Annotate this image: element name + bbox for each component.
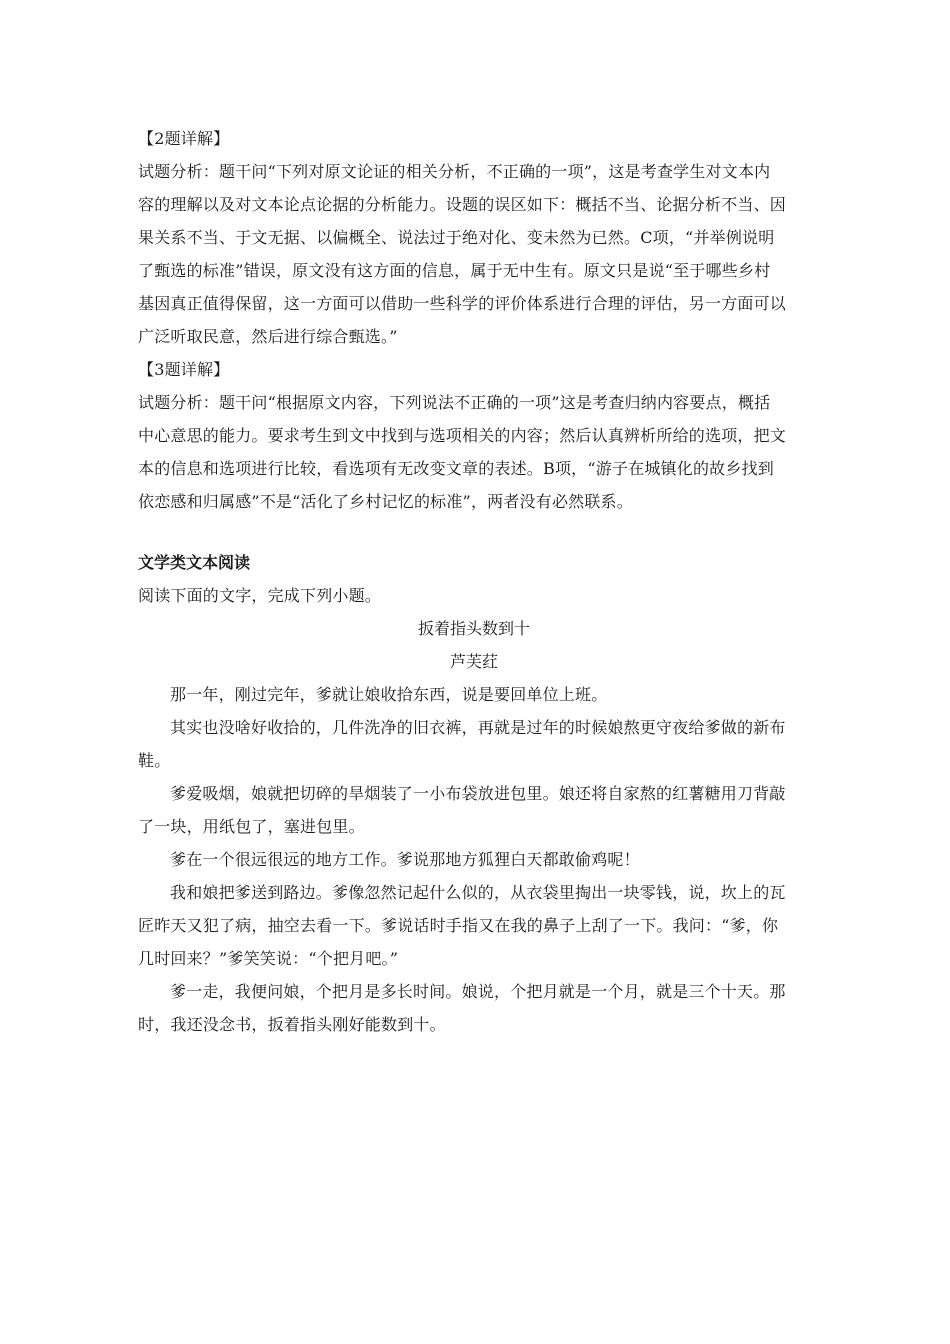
story-author: 芦芙荭 bbox=[449, 652, 498, 671]
q2-line: 了甄选的标准”错误，原文没有这方面的信息，属于无中生有。原文只是说“至于哪些乡村 bbox=[138, 261, 771, 280]
story-paragraph bbox=[138, 843, 810, 876]
q2-line: 广泛听取民意，然后进行综合甄选。” bbox=[138, 327, 398, 346]
story-line: 了一块，用纸包了，塞进包里。 bbox=[138, 817, 365, 836]
story-title: 扳着指头数到十 bbox=[417, 619, 530, 638]
story-paragraph bbox=[138, 678, 810, 711]
story-line: 其实也没啥好收拾的，几件洗净的旧衣裤，再就是过年的时候娘熬更守夜给爹做的新布 bbox=[170, 718, 786, 737]
story-line: 爹一走，我便问娘，个把月是多长时间。娘说，个把月就是一个月，就是三个十天。那 bbox=[170, 982, 786, 1001]
q2-analysis bbox=[138, 155, 810, 353]
reading-instruction: 阅读下面的文字，完成下列小题。 bbox=[138, 586, 382, 605]
story-body bbox=[138, 678, 810, 1041]
q3-analysis bbox=[138, 386, 810, 518]
story-paragraph bbox=[138, 975, 810, 1041]
story-line: 我和娘把爹送到路边。爹像忽然记起什么似的，从衣袋里掏出一块零钱，说，坎上的瓦 bbox=[170, 883, 786, 902]
story-paragraph bbox=[138, 777, 810, 843]
q3-line: 试题分析：题干问“根据原文内容，下列说法不正确的一项”这是考查归纳内容要点，概括 bbox=[138, 393, 771, 412]
story-paragraph bbox=[138, 876, 810, 975]
story-line: 几时回来？”爹笑笑说：“个把月吧。” bbox=[138, 949, 399, 968]
q3-line: 依恋感和归属感”不是“活化了乡村记忆的标准”，两者没有必然联系。 bbox=[138, 492, 633, 511]
story-line: 那一年，刚过完年，爹就让娘收拾东西，说是要回单位上班。 bbox=[170, 685, 608, 704]
story-line: 匠昨天又犯了病，抽空去看一下。爹说话时手指又在我的鼻子上刮了一下。我问：“爹，你 bbox=[138, 916, 779, 935]
story-line: 爹爱吸烟，娘就把切碎的旱烟装了一小布袋放进包里。娘还将自家熬的红薯糖用刀背敲 bbox=[170, 784, 786, 803]
section-title: 文学类文本阅读 bbox=[138, 553, 251, 572]
story-line: 鞋。 bbox=[138, 751, 171, 770]
q3-line: 中心意思的能力。要求考生到文中找到与选项相关的内容；然后认真辨析所给的选项，把文 bbox=[138, 426, 787, 445]
q3-line: 本的信息和选项进行比较，看选项有无改变文章的表述。B项，“游子在城镇化的故乡找到 bbox=[138, 459, 774, 478]
q2-line: 容的理解以及对文本论点论据的分析能力。设题的误区如下：概括不当、论据分析不当、因 bbox=[138, 195, 787, 214]
document-page bbox=[138, 122, 810, 1041]
q2-line: 基因真正值得保留，这一方面可以借助一些科学的评价体系进行合理的评估，另一方面可以 bbox=[138, 294, 787, 313]
story-line: 爹在一个很远很远的地方工作。爹说那地方狐狸白天都敢偷鸡呢！ bbox=[170, 850, 640, 869]
story-paragraph bbox=[138, 711, 810, 777]
q2-line: 果关系不当、于文无据、以偏概全、说法过于绝对化、变未然为已然。C项，“并举例说明 bbox=[138, 228, 775, 247]
q2-heading: 【2题详解】 bbox=[138, 129, 230, 148]
story-line: 时，我还没念书，扳着指头刚好能数到十。 bbox=[138, 1015, 446, 1034]
q2-line: 试题分析：题干问“下列对原文论证的相关分析，不正确的一项”，这是考查学生对文本内 bbox=[138, 162, 771, 181]
q3-heading: 【3题详解】 bbox=[138, 360, 230, 379]
